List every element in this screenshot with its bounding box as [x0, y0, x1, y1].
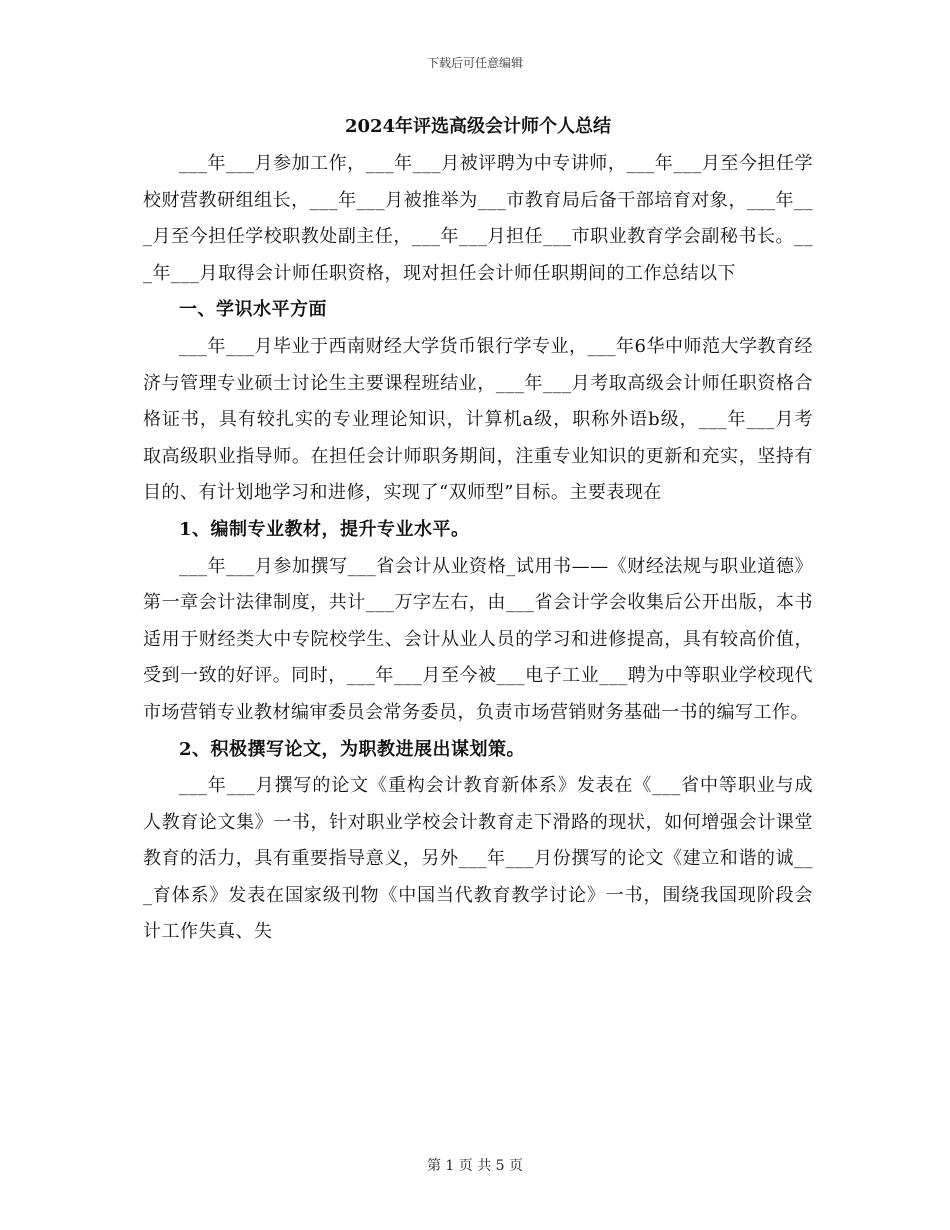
document-title: 2024年评选高级会计师个人总结 — [344, 116, 612, 137]
document-body — [143, 108, 813, 951]
intro-paragraph: ___年___月参加工作，___年___月被评聘为中专讲师，___年___月至今担任学校财营教研组组长，___年___月被推举为___市教育局后备干部培育对象，___年___月至今担任学校职教处副主任，___年___月担任___市职业教育学会副秘书长。___年___月取得会计师任职资格，现对担任会计师任职期间的工作总结以下 — [143, 153, 813, 284]
subheading-textbooks: 1、编制专业教材，提升专业水平。 — [179, 518, 470, 540]
papers-paragraph: ___年___月撰写的论文《重构会计教育新体系》发表在《___省中等职业与成人教育论文集》一书，针对职业学校会计教育走下滑路的现状，如何增强会计课堂教育的活力，具有重要指导意义，另外___年___月份撰写的论文《建立和谐的诚___育体系》发表在国家级刊物《中国当代教育教学讨论》一书，围绕我国现阶段会计工作失真、失 — [143, 775, 813, 943]
page-number: 第 1 页 共 5 页 — [426, 1158, 524, 1174]
header-note: 下载后可任意编辑 — [426, 56, 523, 70]
textbooks-paragraph: ___年___月参加撰写___省会计从业资格_试用书——《财经法规与职业道德》第一章会计法律制度，共计___万字左右，由___省会计学会收集后公开出版，本书适用于财经类大中专院校学生、会计从业人员的学习和进修提高，具有较高价值，受到一致的好评。同时，___年___月至今被___电子工业___聘为中等职业学校现代市场营销专业教材编审委员会常务委员，负责市场营销财务基础一书的编写工作。 — [143, 555, 813, 723]
section-heading-academic: 一、学识水平方面 — [179, 299, 327, 321]
subheading-papers: 2、积极撰写论文，为职教进展出谋划策。 — [179, 738, 526, 760]
academic-paragraph: ___年___月毕业于西南财经大学货币银行学专业，___年6华中师范大学教育经济与管理专业硕士讨论生主要课程班结业，___年___月考取高级会计师任职资格合格证书，具有较扎实的专业理论知识，计算机a级，职称外语b级，___年___月考取高级职业指导师。在担任会计师职务期间，注重专业知识的更新和充实，坚持有目的、有计划地学习和进修，实现了“双师型”目标。主要表现在 — [143, 335, 813, 504]
